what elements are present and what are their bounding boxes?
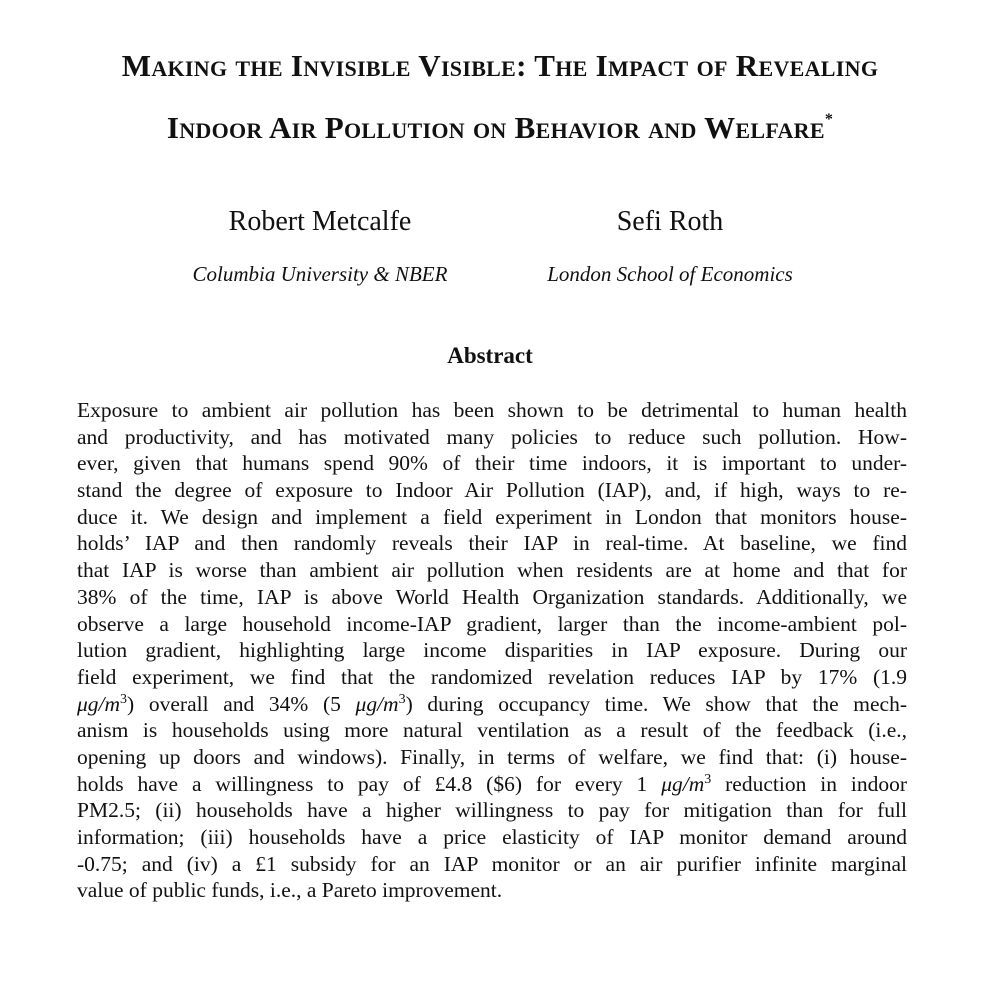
abstract-text: ) during occupancy time. We show that the mech- [405, 691, 907, 716]
abstract-line: that IAP is worse than ambient air pollution when residents are at home and that for [77, 558, 907, 583]
paper-title-line-2 [0, 110, 1000, 146]
author-name: Sefi Roth [616, 206, 724, 237]
abstract-line-units [77, 691, 907, 718]
abstract-text: reduction in indoor [711, 771, 907, 796]
unit-exponent: 3 [120, 691, 128, 707]
unit-mu: μg/m [355, 691, 399, 716]
abstract-heading: Abstract [447, 343, 533, 368]
abstract-line: ever, given that humans spend 90% of their time indoors, it is important to under- [77, 451, 907, 476]
abstract-line: value of public funds, i.e., a Pareto improvement. [77, 878, 503, 903]
author-block-1 [150, 206, 490, 287]
abstract-line: field experiment, we find that the randomized revelation reduces IAP by 17% (1.9 [77, 664, 907, 689]
abstract-line: -0.75; and (iv) a £1 subsidy for an IAP monitor or an air purifier infinite marginal [77, 851, 907, 876]
unit-mu: μg/m [77, 691, 121, 716]
author-block-2 [500, 206, 840, 287]
abstract-line: PM2.5; (ii) households have a higher willingness to pay for mitigation than for full [77, 798, 907, 823]
abstract-line: lution gradient, highlighting large income disparities in IAP exposure. During our [77, 638, 907, 663]
abstract-line: anism is households using more natural ventilation as a result of the feedback (i.e., [77, 718, 907, 743]
paper-title-line-2-text: Indoor Air Pollution on Behavior and Welfare [166, 110, 825, 145]
author-affiliation: Columbia University & NBER [192, 262, 448, 286]
abstract-line: and productivity, and has motivated many policies to reduce such pollution. How- [77, 424, 907, 449]
abstract-line: observe a large household income-IAP gradient, larger than the income-ambient pol- [77, 611, 907, 636]
abstract-text: ) overall and 34% (5 [127, 691, 356, 716]
abstract-line: duce it. We design and implement a field experiment in London that monitors house- [77, 504, 907, 529]
unit-exponent: 3 [704, 771, 712, 787]
abstract-line: stand the degree of exposure to Indoor Air Pollution (IAP), and, if high, ways to re- [77, 478, 907, 503]
abstract-line: 38% of the time, IAP is above World Health Organization standards. Additionally, we [77, 584, 907, 609]
author-affiliation: London School of Economics [547, 262, 793, 286]
abstract-text: holds have a willingness to pay of £4.8 ($6) for every 1 [77, 771, 662, 796]
title-footnote-mark: * [824, 111, 834, 128]
abstract-line-units [77, 771, 907, 798]
abstract-body [77, 397, 907, 904]
abstract-line: Exposure to ambient air pollution has been shown to be detrimental to human health [77, 398, 907, 422]
abstract-line: information; (iii) households have a price elasticity of IAP monitor demand around [77, 825, 907, 849]
abstract-line: opening up doors and windows). Finally, in terms of welfare, we find that: (i) house- [77, 744, 907, 769]
unit-mu: μg/m [661, 771, 705, 796]
paper-title-line-1: Making the Invisible Visible: The Impact of Revealing [121, 48, 879, 83]
abstract-line: holds’ IAP and then randomly reveals their IAP in real-time. At baseline, we find [77, 531, 907, 556]
author-name: Robert Metcalfe [228, 206, 412, 237]
unit-exponent: 3 [398, 691, 406, 707]
